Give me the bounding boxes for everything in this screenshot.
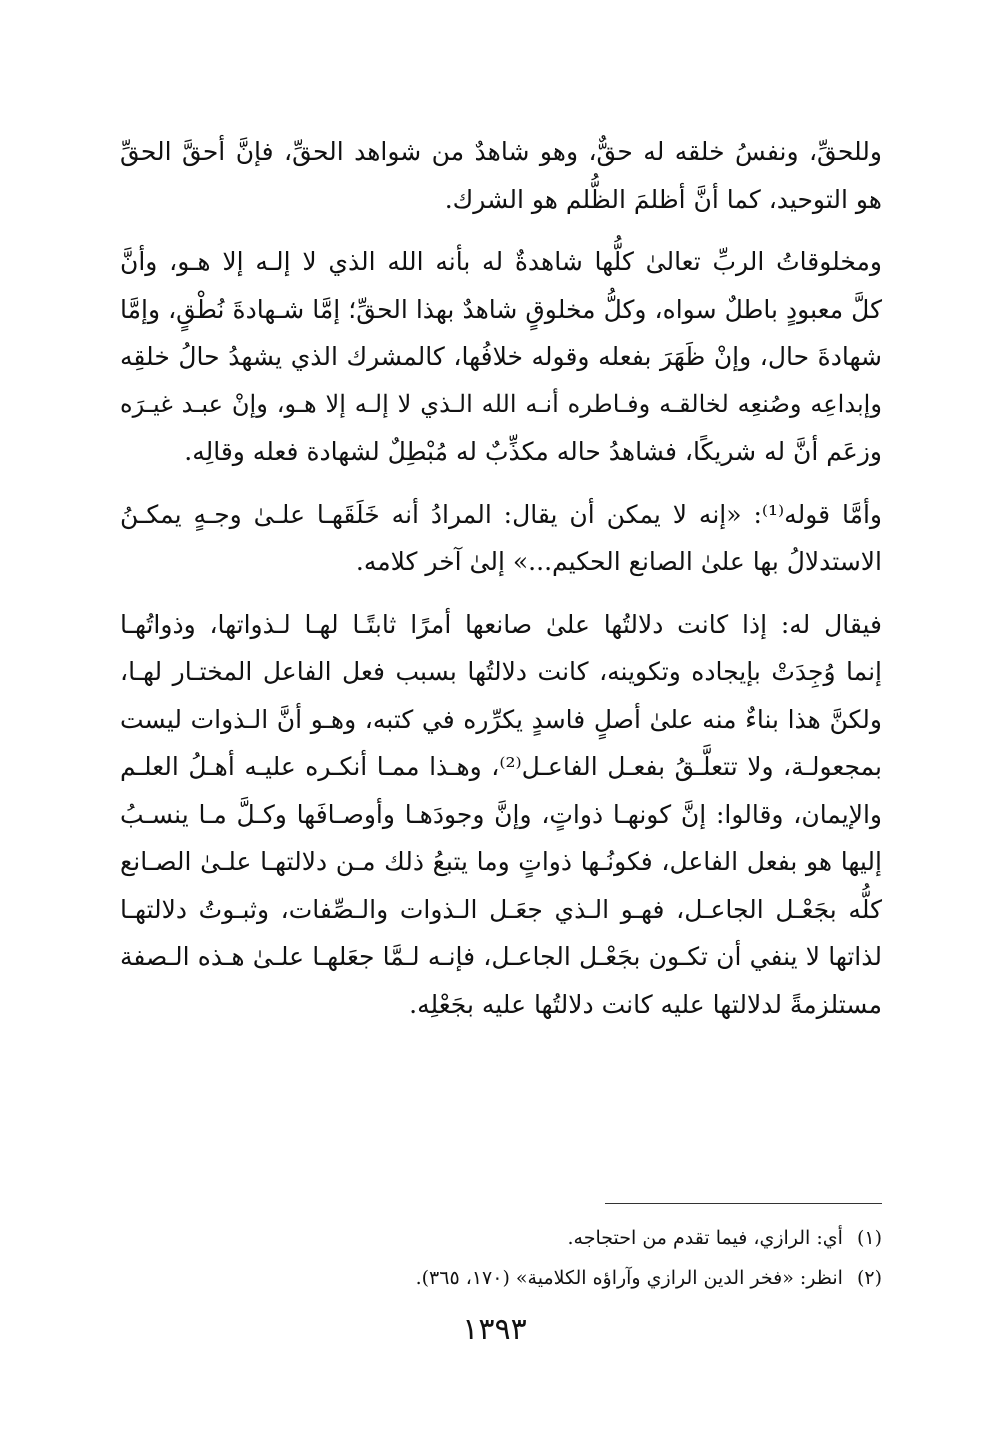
footnote-text: أي: الرازي، فيما تقدم من احتجاجه. [567, 1227, 843, 1249]
paragraph-1 [120, 128, 882, 223]
footnote-number: (١) [856, 1227, 882, 1249]
text-line: وإبداعِه وصُنعِه لخالقـه وفـاطره أنـه الله الـذي لا إلـه إلا هـو، وإنْ عبـد غيـرَه [120, 389, 882, 418]
text-line: وزعَم أنَّ له شريكًا، فشاهدُ حاله مكذِّبٌ له مُبْطِلٌ لشهادة فعله وقالِه. [184, 437, 882, 466]
text-line: كلَّ معبودٍ باطلٌ سواه، وكلُّ مخلوقٍ شاهدٌ بهذا الحقِّ؛ إمَّا شـهادةَ نُطْقٍ، وإمَّا [120, 294, 882, 324]
text-line: إنما وُجِدَتْ بإيجاده وتكوينه، كانت دلالتُها بسبب فعل الفاعل المختـار لهـا، [120, 657, 882, 686]
footnote-text: انظر: «فخر الدين الرازي وآراؤه الكلامية» (١٧٠، ٣٦٥). [415, 1267, 843, 1289]
text-line: لذاتها لا ينفي أن تكـون بجَعْـل الجاعـل، فإنـه لـمَّا جعَلهـا علـىٰ هـذه الـصفة [120, 942, 882, 971]
footnote-1 [120, 1218, 882, 1258]
text-line: بمجعولـة، ولا تتعلَّـقُ بفعـل الفاعـل⁽²⁾، وهـذا ممـا أنكـره عليـه أهـلُ العلـم [120, 752, 882, 781]
text-line: ومخلوقاتُ الربِّ تعالىٰ كلُّها شاهدةٌ له بأنه الله الذي لا إلـه إلا هـو، وأنَّ [120, 247, 882, 276]
text-line: كلُّه بجَعْـل الجاعـل، فهـو الـذي جعَـل الـذوات والـصِّفات، وثبـوتُ دلالتهـا [120, 894, 882, 924]
paragraph-4 [120, 601, 882, 1029]
page-number: ١٣٩٣ [462, 1312, 527, 1347]
text-line: هو التوحيد، كما أنَّ أظلمَ الظُّلم هو الشرك. [444, 184, 882, 214]
text-line: شهادةَ حال، وإنْ ظَهَرَ بفعله وقوله خلافُها، كالمشرك الذي يشهدُ حالُ خلقِه [120, 342, 882, 371]
footnotes [120, 1218, 882, 1298]
paragraph-2 [120, 238, 882, 476]
paragraph-3 [120, 491, 882, 586]
main-text [120, 128, 882, 1028]
footnote-2 [120, 1258, 882, 1298]
text-line: ولكنَّ هذا بناءٌ منه علىٰ أصلٍ فاسدٍ يكرِّره في كتبه، وهـو أنَّ الـذوات ليست [120, 704, 882, 734]
text-line: الاستدلالُ بها علىٰ الصانع الحكيم...» إلىٰ آخر كلامه. [355, 547, 882, 576]
text-line: فيقال له: إذا كانت دلالتُها علىٰ صانعها أمرًا ثابتًـا لهـا لـذواتها، وذواتُهـا [120, 609, 882, 639]
text-line: وللحقِّ، ونفسُ خلقه له حقٌّ، وهو شاهدٌ من شواهد الحقِّ، فإنَّ أحقَّ الحقِّ [120, 137, 882, 166]
footnote-divider [605, 1203, 882, 1204]
text-line: وأمَّا قوله⁽¹⁾: «إنه لا يمكن أن يقال: المرادُ أنه خَلَقَهـا علـىٰ وجـهٍ يمكـنُ [120, 499, 883, 529]
text-line: إليها هو بفعل الفاعل، فكونُـها ذواتٍ وما يتبعُ ذلك مـن دلالتهـا علـىٰ الصـانع [120, 847, 882, 876]
text-line: مستلزمةً لدلالتها عليه كانت دلالتُها عليه بجَعْلِه. [409, 989, 882, 1019]
footnote-number: (٢) [856, 1267, 882, 1289]
text-line: والإيمان، وقالوا: إنَّ كونهـا ذواتٍ، وإنَّ وجودَهـا وأوصـافَها وكـلَّ مـا ينسـبُ [120, 799, 882, 829]
